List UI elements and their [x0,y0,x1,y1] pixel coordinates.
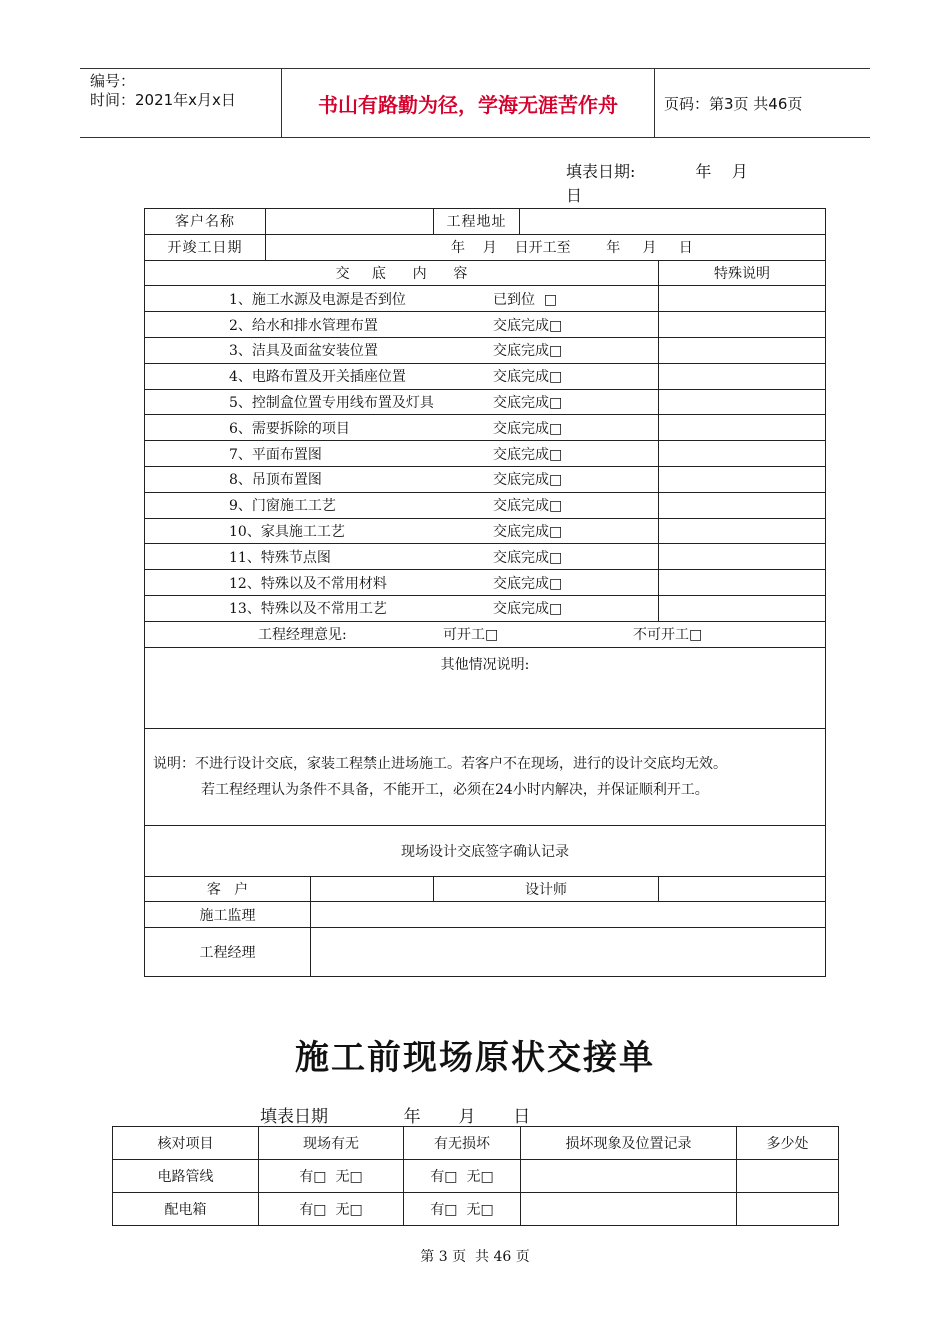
handover-item-status[interactable]: 交底完成□ [493,420,563,437]
handover-item-text: 8、吊顶布置图 [229,472,322,489]
handover-item-special[interactable] [659,570,826,596]
designer-sign-label: 设计师 [434,876,659,902]
handover-item-status[interactable]: 交底完成□ [493,472,563,489]
doc-number-label: 编号： [90,72,136,90]
handover-item-text: 9、门窗施工工艺 [229,498,336,515]
handover-item-row [145,466,826,492]
site-table-header-cell: 现场有无 [259,1127,404,1160]
note-line-1: 说明：不进行设计交底，家装工程禁止进场施工。若客户不在现场，进行的设计交底均无效。 [153,755,727,772]
handover-item-text: 4、电路布置及开关插座位置 [229,369,406,386]
project-address-label: 工程地址 [434,209,520,235]
header-page-info: 页码：第3页 共46页 [664,94,803,113]
handover-item-row [145,312,826,338]
site-table-row [113,1193,839,1226]
design-handover-table [144,208,826,977]
handover-item-special[interactable] [659,415,826,441]
handover-item [145,389,659,415]
start-end-value[interactable]: 年 月 日开工至 年 月 日 [266,234,826,260]
handover-item [145,518,659,544]
fill-date-1 [566,160,786,208]
other-notes-cell[interactable] [145,647,826,728]
note-line-2: 若工程经理认为条件不具备，不能开工，必须在24小时内解决，并保证顺利开工。 [201,781,709,798]
can-start-checkbox[interactable]: 可开工□ [443,627,499,644]
site-table-header [113,1127,839,1160]
handover-item [145,363,659,389]
note-cell [145,728,826,825]
header-left [80,69,282,137]
handover-items [145,286,826,621]
site-table-header-cell: 有无损坏 [404,1127,521,1160]
designer-sign-value[interactable] [659,876,826,902]
customer-sign-value[interactable] [311,876,434,902]
project-address-value[interactable] [520,209,826,235]
handover-item-row [145,595,826,621]
handover-item-special[interactable] [659,312,826,338]
handover-item-text: 5、控制盒位置专用线布置及灯具 [229,394,434,411]
handover-item-text: 6、需要拆除的项目 [229,420,350,437]
form2-fill-date: 填表日期 年 月 日 [260,1107,531,1127]
handover-item [145,570,659,596]
sign-record-title: 现场设计交底签字确认记录 [145,825,826,876]
handover-item-row [145,337,826,363]
manager-opinion-label: 工程经理意见: [258,627,347,644]
site-item-name: 配电箱 [113,1193,259,1226]
form2-title: 施工前现场原状交接单 [295,1038,655,1078]
handover-item-special[interactable] [659,337,826,363]
doc-time-label: 时间：2021年x月x日 [90,91,236,109]
site-item-record[interactable] [521,1193,737,1226]
site-item-record[interactable] [521,1160,737,1193]
handover-item [145,441,659,467]
site-table-row [113,1160,839,1193]
handover-item [145,415,659,441]
handover-item [145,492,659,518]
header-motto: 书山有路勤为径，学海无涯苦作舟 [282,69,655,137]
site-item-name: 电路管线 [113,1160,259,1193]
handover-item-row [145,441,826,467]
manager-opinion-row [145,621,826,647]
handover-item [145,466,659,492]
fill-date-d: 日 [566,186,583,205]
manager-sign-label: 工程经理 [145,928,311,977]
handover-item-text: 3、洁具及面盆安装位置 [229,343,378,360]
cannot-start-checkbox[interactable]: 不可开工□ [633,627,703,644]
handover-item [145,544,659,570]
fill-date-ym: 年 月 [695,162,748,181]
handover-item-status[interactable]: 交底完成□ [493,575,563,592]
handover-item-row [145,389,826,415]
site-item-damage[interactable]: 有□ 无□ [404,1193,521,1226]
handover-item-row [145,286,826,312]
fill-date-label: 填表日期: [566,162,636,181]
handover-item-status[interactable]: 交底完成□ [493,446,563,463]
handover-item-row [145,415,826,441]
manager-sign-value[interactable] [311,928,826,977]
site-item-count[interactable] [737,1160,839,1193]
handover-item-text: 12、特殊以及不常用材料 [229,575,387,592]
site-item-count[interactable] [737,1193,839,1226]
handover-item-special[interactable] [659,389,826,415]
handover-item-special[interactable] [659,466,826,492]
handover-item-status[interactable]: 交底完成□ [493,498,563,515]
customer-name-value[interactable] [266,209,434,235]
content-header: 交 底 内 容 [145,260,659,286]
handover-item [145,286,659,312]
site-table-header-cell: 损坏现象及位置记录 [521,1127,737,1160]
handover-item-status[interactable]: 交底完成□ [493,523,563,540]
site-table-header-cell: 核对项目 [113,1127,259,1160]
handover-item-row [145,544,826,570]
handover-item-row [145,518,826,544]
handover-item-text: 2、给水和排水管理布置 [229,317,378,334]
customer-name-label: 客户名称 [145,209,266,235]
handover-item [145,312,659,338]
handover-item-special[interactable] [659,492,826,518]
other-notes-label: 其他情况说明: [440,656,530,673]
handover-item-status[interactable]: 交底完成□ [493,549,563,566]
supervisor-sign-value[interactable] [311,902,826,928]
start-end-label: 开竣工日期 [145,234,266,260]
handover-item-row [145,492,826,518]
site-table-header-cell: 多少处 [737,1127,839,1160]
handover-item-text: 10、家具施工工艺 [229,523,345,540]
handover-item-special[interactable] [659,286,826,312]
handover-item [145,595,659,621]
site-item-exist[interactable]: 有□ 无□ [259,1193,404,1226]
handover-item-status[interactable]: 交底完成□ [493,601,563,618]
page-header [80,68,870,138]
handover-item-special[interactable] [659,518,826,544]
customer-sign-label: 客 户 [145,876,311,902]
handover-item-status[interactable]: 交底完成□ [493,317,563,334]
handover-item-status[interactable]: 交底完成□ [493,394,563,411]
site-condition-table [112,1126,839,1226]
site-item-exist[interactable]: 有□ 无□ [259,1160,404,1193]
handover-item-text: 11、特殊节点图 [229,549,331,566]
handover-item-text: 13、特殊以及不常用工艺 [229,601,387,618]
page-footer: 第 3 页 共 46 页 [420,1249,530,1265]
handover-item [145,337,659,363]
handover-item-status[interactable]: 已到位 □ [493,291,558,308]
handover-item-status[interactable]: 交底完成□ [493,343,563,360]
handover-item-special[interactable] [659,544,826,570]
handover-item-special[interactable] [659,363,826,389]
handover-item-special[interactable] [659,441,826,467]
handover-item-text: 7、平面布置图 [229,446,322,463]
handover-item-row [145,363,826,389]
site-item-damage[interactable]: 有□ 无□ [404,1160,521,1193]
handover-item-special[interactable] [659,595,826,621]
handover-item-row [145,570,826,596]
handover-item-status[interactable]: 交底完成□ [493,369,563,386]
handover-item-text: 1、施工水源及电源是否到位 [229,291,406,308]
special-header: 特殊说明 [659,260,826,286]
supervisor-sign-label: 施工监理 [145,902,311,928]
site-table-rows [113,1160,839,1226]
